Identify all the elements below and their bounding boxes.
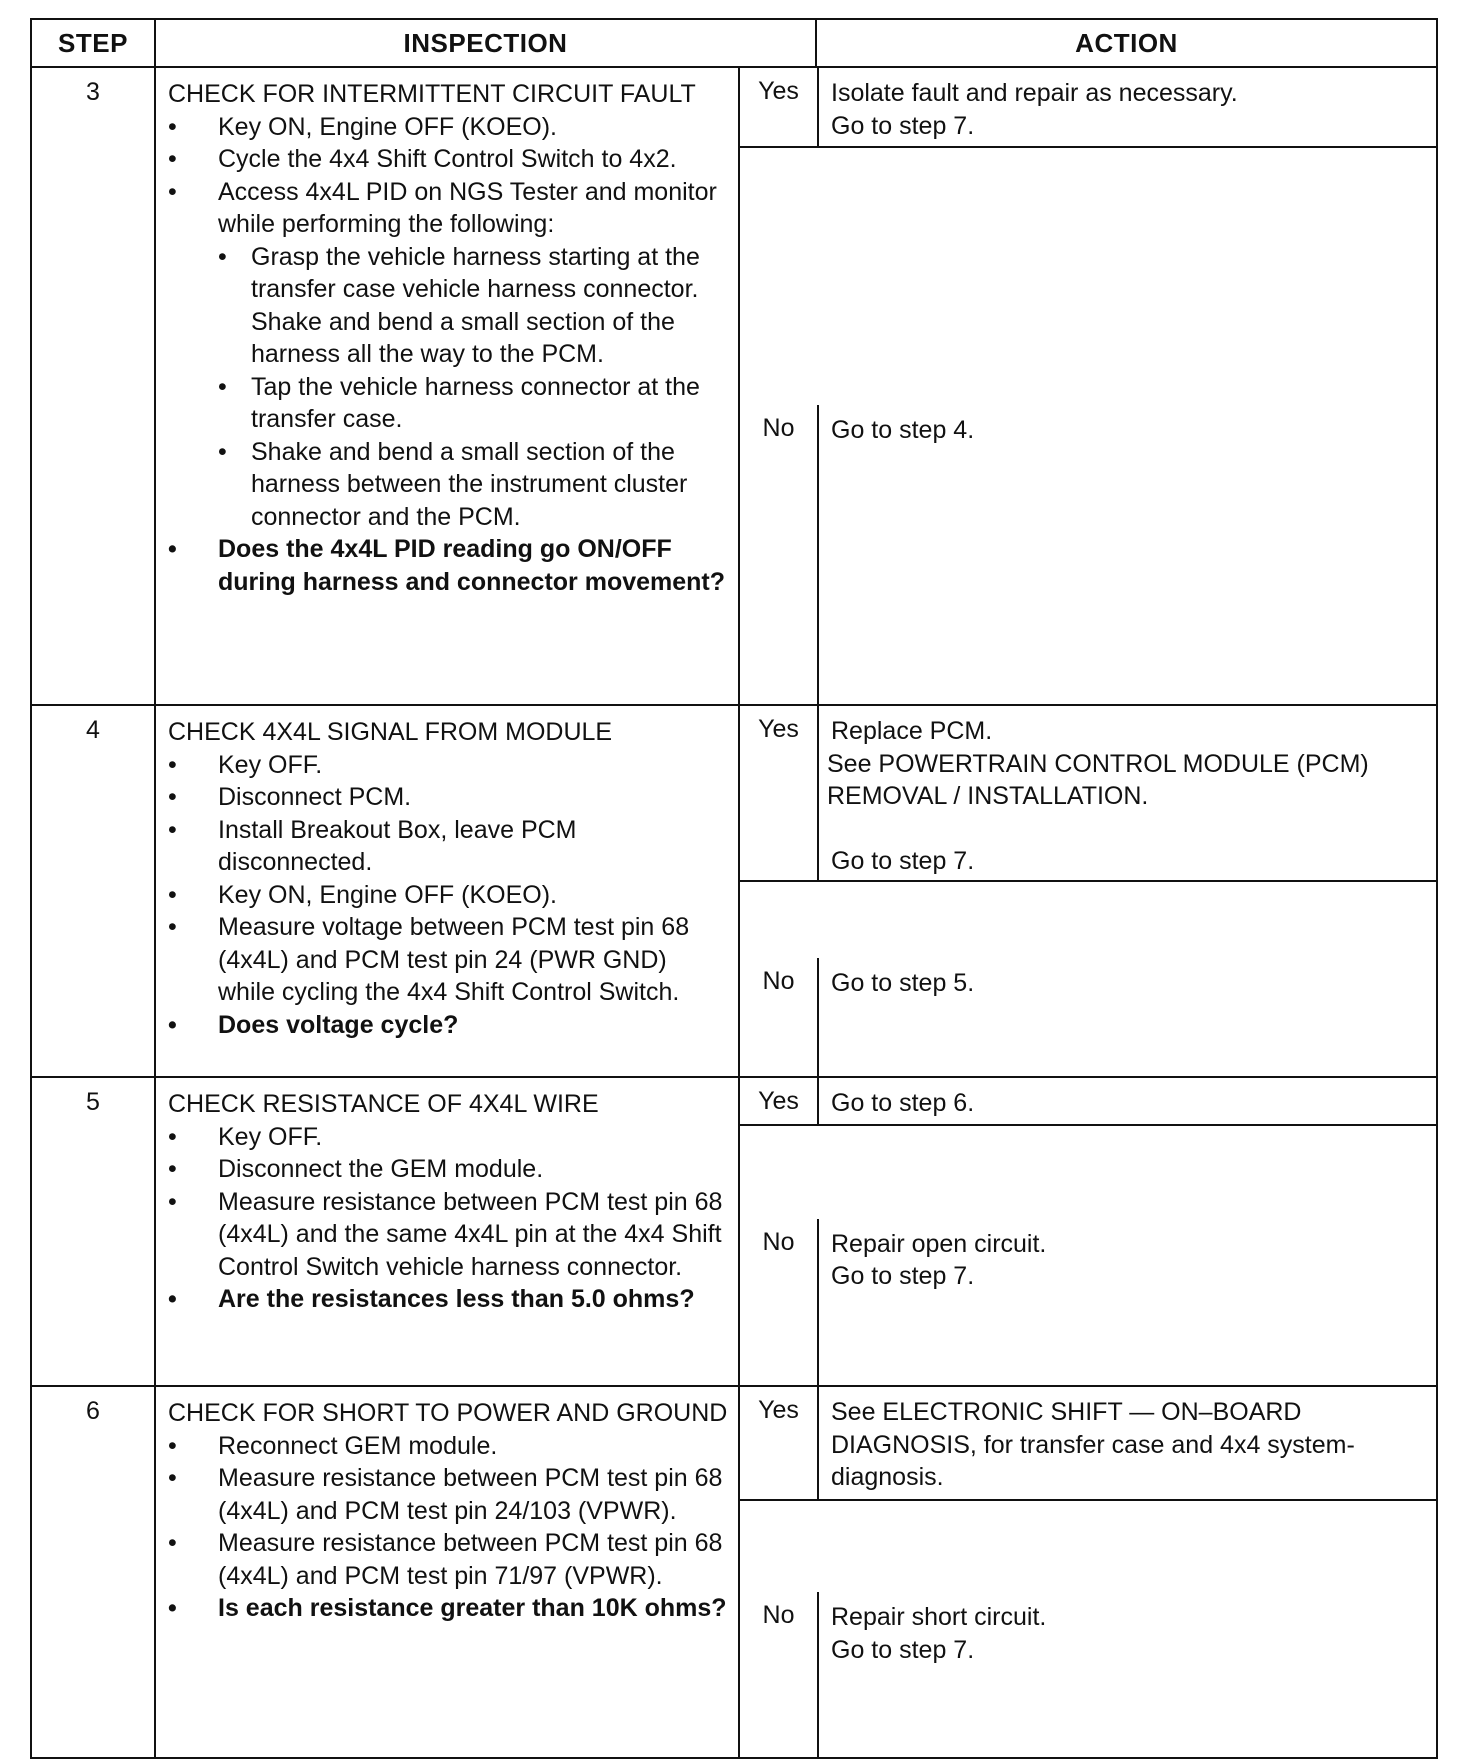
inspection-cell bbox=[155, 1077, 739, 1386]
bullet-item: • Key OFF. bbox=[168, 749, 730, 782]
diagnostic-table-container bbox=[30, 18, 1436, 1759]
sub-bullets bbox=[218, 241, 730, 534]
inspection-cell bbox=[155, 1386, 739, 1758]
yes-action bbox=[817, 1078, 1436, 1126]
inspection-question: • Does the 4x4L PID reading go ON/OFF during harness and connector movement? bbox=[168, 533, 730, 598]
yes-label: Yes bbox=[740, 1078, 817, 1126]
bullet-text: Access 4x4L PID on NGS Tester and monitor while performing the following: bbox=[218, 177, 717, 238]
action-line: Go to step 7. bbox=[831, 846, 975, 875]
yes-label: Yes bbox=[740, 1387, 817, 1501]
inspection-title: CHECK FOR SHORT TO POWER AND GROUND bbox=[168, 1399, 728, 1427]
inspection-question: • Is each resistance greater than 10K ohms? bbox=[168, 1592, 730, 1625]
result-cell bbox=[739, 705, 1437, 1077]
bullet-item: • Measure resistance between PCM test pin 68 (4x4L) and PCM test pin 71/97 (VPWR). bbox=[168, 1527, 730, 1592]
table-row bbox=[31, 1386, 1437, 1758]
bullet-item: • Measure resistance between PCM test pin 68 (4x4L) and PCM test pin 24/103 (VPWR). bbox=[168, 1462, 730, 1527]
result-cell bbox=[739, 67, 1437, 705]
inspection-title: CHECK 4X4L SIGNAL FROM MODULE bbox=[168, 718, 613, 746]
action-spacer bbox=[827, 813, 1430, 845]
no-action bbox=[817, 1219, 1436, 1386]
bullet-item: • Measure voltage between PCM test pin 68 (4x4L) and PCM test pin 24 (PWR GND) while cycling the 4x4 Shift Control Switch. bbox=[168, 911, 730, 1009]
action-line: See POWERTRAIN CONTROL MODULE (PCM) REMOVAL / INSTALLATION. bbox=[827, 749, 1369, 810]
bullet-item bbox=[168, 176, 730, 534]
no-action bbox=[817, 405, 1436, 704]
sub-bullet-item: • Shake and bend a small section of the harness between the instrument cluster connector and the PCM. bbox=[218, 436, 730, 534]
bullet-item: • Key OFF. bbox=[168, 1121, 730, 1154]
action-line: Go to step 7. bbox=[831, 111, 975, 140]
no-label: No bbox=[762, 1227, 795, 1256]
bullet-item: • Key ON, Engine OFF (KOEO). bbox=[168, 879, 730, 912]
action-line: Repair short circuit. bbox=[831, 1603, 1047, 1631]
result-cell bbox=[739, 1386, 1437, 1758]
diagnostic-table bbox=[30, 18, 1438, 1759]
bullet-item: • Disconnect PCM. bbox=[168, 781, 730, 814]
step-number: 3 bbox=[31, 67, 155, 705]
yes-action bbox=[817, 68, 1436, 148]
inspection-question: • Does voltage cycle? bbox=[168, 1009, 730, 1042]
bullet-item: • Measure resistance between PCM test pin 68 (4x4L) and the same 4x4L pin at the 4x4 Shift Control Switch vehicle harness connector. bbox=[168, 1186, 730, 1284]
inspection-title: CHECK RESISTANCE OF 4X4L WIRE bbox=[168, 1090, 599, 1118]
inspection-question: • Are the resistances less than 5.0 ohms? bbox=[168, 1283, 730, 1316]
inspection-bullets bbox=[168, 111, 730, 599]
step-number: 6 bbox=[31, 1386, 155, 1758]
yes-action bbox=[817, 1387, 1436, 1501]
yes-label: Yes bbox=[740, 706, 817, 882]
no-action bbox=[817, 958, 1436, 1076]
action-line: Repair open circuit. bbox=[831, 1229, 1047, 1258]
bullet-item: • Key ON, Engine OFF (KOEO). bbox=[168, 111, 730, 144]
inspection-bullets bbox=[168, 1430, 730, 1625]
table-row bbox=[31, 67, 1437, 705]
inspection-bullets bbox=[168, 1121, 730, 1316]
action-header: ACTION bbox=[816, 19, 1437, 67]
yes-label: Yes bbox=[740, 68, 817, 148]
step-header: STEP bbox=[31, 19, 155, 67]
table-row bbox=[31, 705, 1437, 1077]
action-line: Isolate fault and repair as necessary. bbox=[831, 79, 1238, 107]
result-cell bbox=[739, 1077, 1437, 1386]
sub-bullet-item: • Grasp the vehicle harness starting at the transfer case vehicle harness connector. Shake and bend a small section of the harness all the way to the PCM. bbox=[218, 241, 730, 371]
step-number: 4 bbox=[31, 705, 155, 1077]
bullet-item: • Install Breakout Box, leave PCM disconnected. bbox=[168, 814, 730, 879]
yes-action bbox=[817, 706, 1436, 882]
action-line: Go to step 6. bbox=[831, 1089, 975, 1117]
sub-bullet-item: • Tap the vehicle harness connector at the transfer case. bbox=[218, 371, 730, 436]
action-line: Go to step 4. bbox=[831, 416, 975, 445]
bullet-item: • Cycle the 4x4 Shift Control Switch to 4x2. bbox=[168, 143, 730, 176]
inspection-bullets bbox=[168, 749, 730, 1042]
inspection-title: CHECK FOR INTERMITTENT CIRCUIT FAULT bbox=[168, 80, 696, 108]
header-row bbox=[31, 19, 1437, 67]
inspection-cell bbox=[155, 705, 739, 1077]
action-line: Go to step 7. bbox=[831, 1262, 975, 1290]
bullet-item: • Reconnect GEM module. bbox=[168, 1430, 730, 1463]
no-action bbox=[817, 1592, 1436, 1757]
no-label: No bbox=[762, 967, 795, 996]
inspection-header: INSPECTION bbox=[155, 19, 816, 67]
action-line: Go to step 5. bbox=[831, 969, 975, 998]
table-row bbox=[31, 1077, 1437, 1386]
step-number: 5 bbox=[31, 1077, 155, 1386]
action-line: See ELECTRONIC SHIFT — ON–BOARD DIAGNOSIS, for transfer case and 4x4 system-diagnosis. bbox=[831, 1398, 1355, 1491]
action-line: Replace PCM. bbox=[831, 717, 993, 745]
no-label: No bbox=[762, 1601, 795, 1629]
bullet-item: • Disconnect the GEM module. bbox=[168, 1153, 730, 1186]
inspection-cell bbox=[155, 67, 739, 705]
no-label: No bbox=[762, 414, 795, 443]
action-line: Go to step 7. bbox=[831, 1635, 975, 1664]
